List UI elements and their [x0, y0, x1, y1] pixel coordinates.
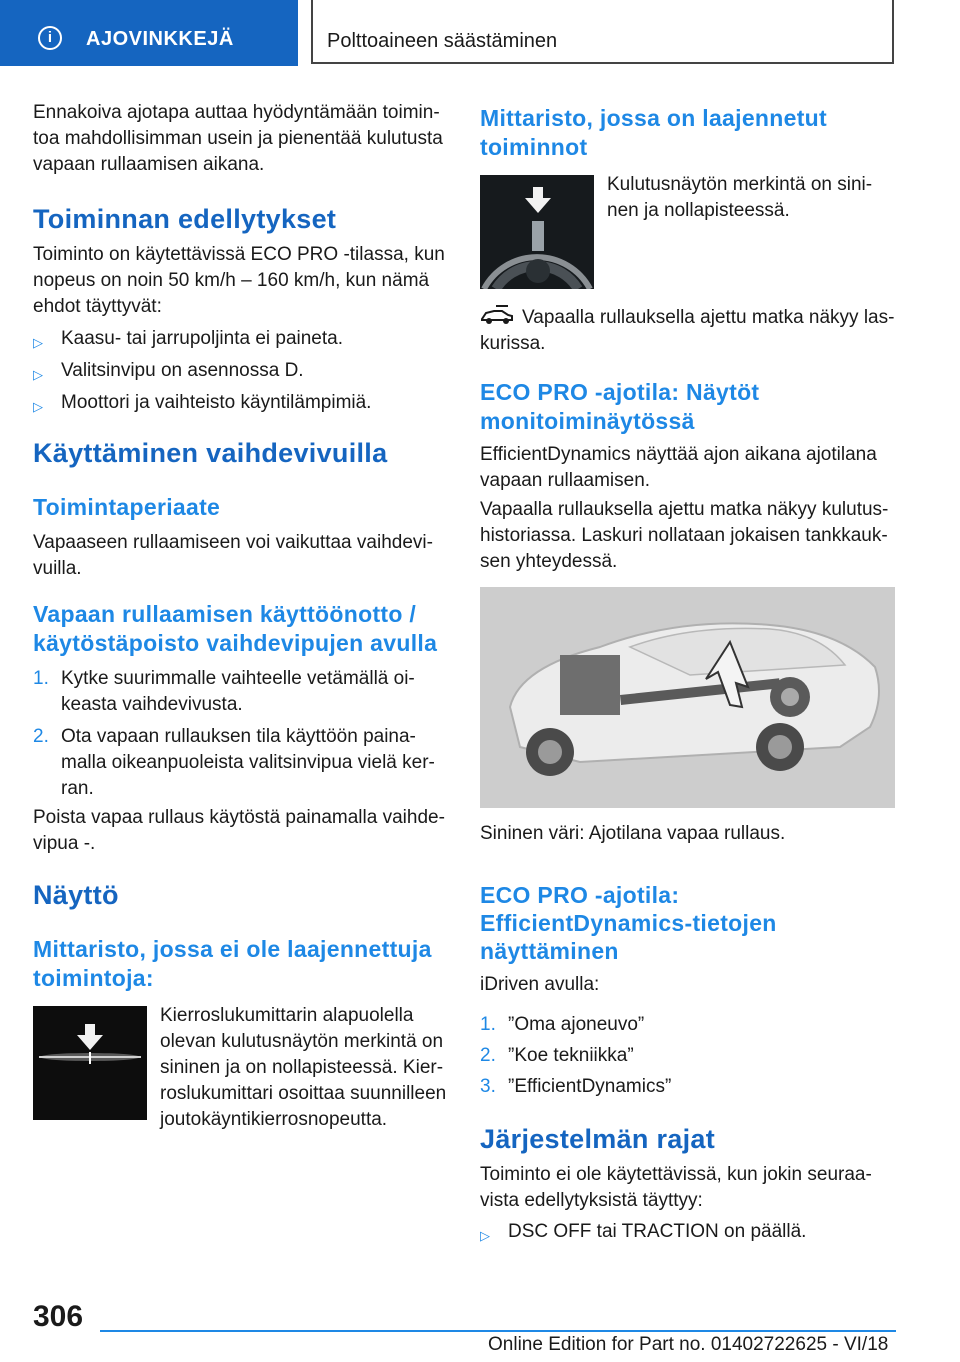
ext-text-2: nen ja nollapisteessä. — [607, 200, 790, 221]
idrive-text: iDriven avulla: — [480, 974, 600, 995]
heading-extended-cluster-line-1: Mittaristo, jossa on laajennetut — [480, 105, 827, 131]
basic-text-5: joutokäyntikierrosnopeutta. — [160, 1109, 388, 1130]
limits-line-1: Toiminto ei ole käytettävissä, kun jokin seuraa- — [480, 1164, 872, 1185]
eco-text1-line-2: vapaan rullaamisen. — [480, 470, 651, 491]
bullet-triangle-icon: ▷ — [480, 1228, 490, 1243]
section-tab[interactable] — [0, 0, 298, 66]
heading-extended-cluster-line-2: toiminnot — [480, 134, 588, 160]
eco-text1-line-1: EfficientDynamics näyttää ajon aikana ajotilana — [480, 444, 877, 465]
eco-text2-line-3: sen yhteydessä. — [480, 551, 618, 572]
heading-prerequisites: Toiminnan edellytykset — [33, 204, 337, 234]
coasting-car-icon — [480, 305, 514, 325]
step-number: 1. — [33, 668, 49, 689]
intro-line-3: vapaan rullaamisen aikana. — [33, 154, 265, 175]
basic-text-2: olevan kulutusnäytön merkintä on — [160, 1031, 444, 1052]
footer-divider — [100, 1330, 896, 1332]
intro-line-1: Ennakoiva ajotapa auttaa hyödyntämään toimin- — [33, 102, 440, 123]
bullet-triangle-icon: ▷ — [33, 367, 43, 382]
prereq-line-3: ehdot täyttyvät: — [33, 296, 162, 317]
bullet-triangle-icon: ▷ — [33, 335, 43, 350]
chapter-title: Polttoaineen säästäminen — [327, 30, 558, 52]
step-number: 3. — [480, 1076, 496, 1097]
basic-text-3: sininen ja on nollapisteessä. Kier- — [160, 1057, 444, 1078]
bullet-triangle-icon: ▷ — [33, 399, 43, 414]
prereq-line-1: Toiminto on käytettävissä ECO PRO -tilassa, kun — [33, 244, 445, 265]
disable-line-2: vipua -. — [33, 833, 96, 854]
heading-principle: Toimintaperiaate — [33, 494, 221, 520]
heading-basic-cluster-line-1: Mittaristo, jossa ei ole laajennettuja — [33, 936, 432, 962]
heading-eco-display-line-2: monitoiminäytössä — [480, 408, 695, 434]
step-number: 2. — [33, 726, 49, 747]
heading-eco-info-line-2: EfficientDynamics-tietojen — [480, 910, 777, 936]
heading-basic-cluster-line-2: toimintoja: — [33, 965, 154, 991]
page-number: 306 — [33, 1300, 84, 1333]
counter-text-1: Vapaalla rullauksella ajettu matka näkyy las- — [522, 307, 895, 328]
disable-line-1: Poista vapaa rullaus käytöstä painamalla vaihde- — [33, 807, 445, 828]
heading-eco-info-line-1: ECO PRO -ajotila: — [480, 882, 680, 908]
limits-line-2: vista edellytyksistä täyttyy: — [480, 1190, 703, 1211]
principle-line-2: vuilla. — [33, 558, 82, 579]
basic-text-4: roslukumittari osoittaa suunnilleen — [160, 1083, 447, 1104]
heading-limits: Järjestelmän rajat — [480, 1124, 716, 1154]
heading-eco-info-line-3: näyttäminen — [480, 938, 619, 964]
eco-text2-line-2: historiassa. Laskuri nollataan jokaisen tankkauk- — [480, 525, 888, 546]
eco-text2-line-1: Vapaalla rullauksella ajettu matka näkyy kulutus- — [480, 499, 889, 520]
heading-shift-paddles: Käyttäminen vaihdevivuilla — [33, 438, 388, 468]
car-caption: Sininen väri: Ajotilana vapaa rullaus. — [480, 823, 786, 844]
intro-line-2: toa mahdollisimman usein ja pienentää kulutusta — [33, 128, 443, 149]
step-number: 2. — [480, 1045, 496, 1066]
heading-display: Näyttö — [33, 880, 119, 910]
info-icon: i — [38, 26, 62, 50]
basic-text-1: Kierroslukumittarin alapuolella — [160, 1005, 414, 1026]
car-drivetrain-image — [480, 587, 895, 808]
section-tab-label: AJOVINKKEJÄ — [86, 28, 234, 50]
ext-text-1: Kulutusnäytön merkintä on sini- — [607, 174, 873, 195]
heading-eco-display-line-1: ECO PRO -ajotila: Näytöt — [480, 379, 760, 405]
prereq-line-2: nopeus on noin 50 km/h – 160 km/h, kun nämä — [33, 270, 430, 291]
principle-line-1: Vapaaseen rullaamiseen voi vaikuttaa vaihdevi- — [33, 532, 433, 553]
heading-activate-line-1: Vapaan rullaamisen käyttöönotto / — [33, 601, 417, 627]
step-number: 1. — [480, 1014, 496, 1035]
basic-cluster-image — [33, 1006, 147, 1120]
extended-cluster-image — [480, 175, 594, 289]
chapter-title-box — [311, 0, 894, 64]
heading-activate-line-2: käytöstäpoisto vaihdevipujen avulla — [33, 630, 438, 656]
edition-text: Online Edition for Part no. 01402722625 - VI/18 — [488, 1334, 889, 1355]
counter-text-2: kurissa. — [480, 333, 546, 354]
